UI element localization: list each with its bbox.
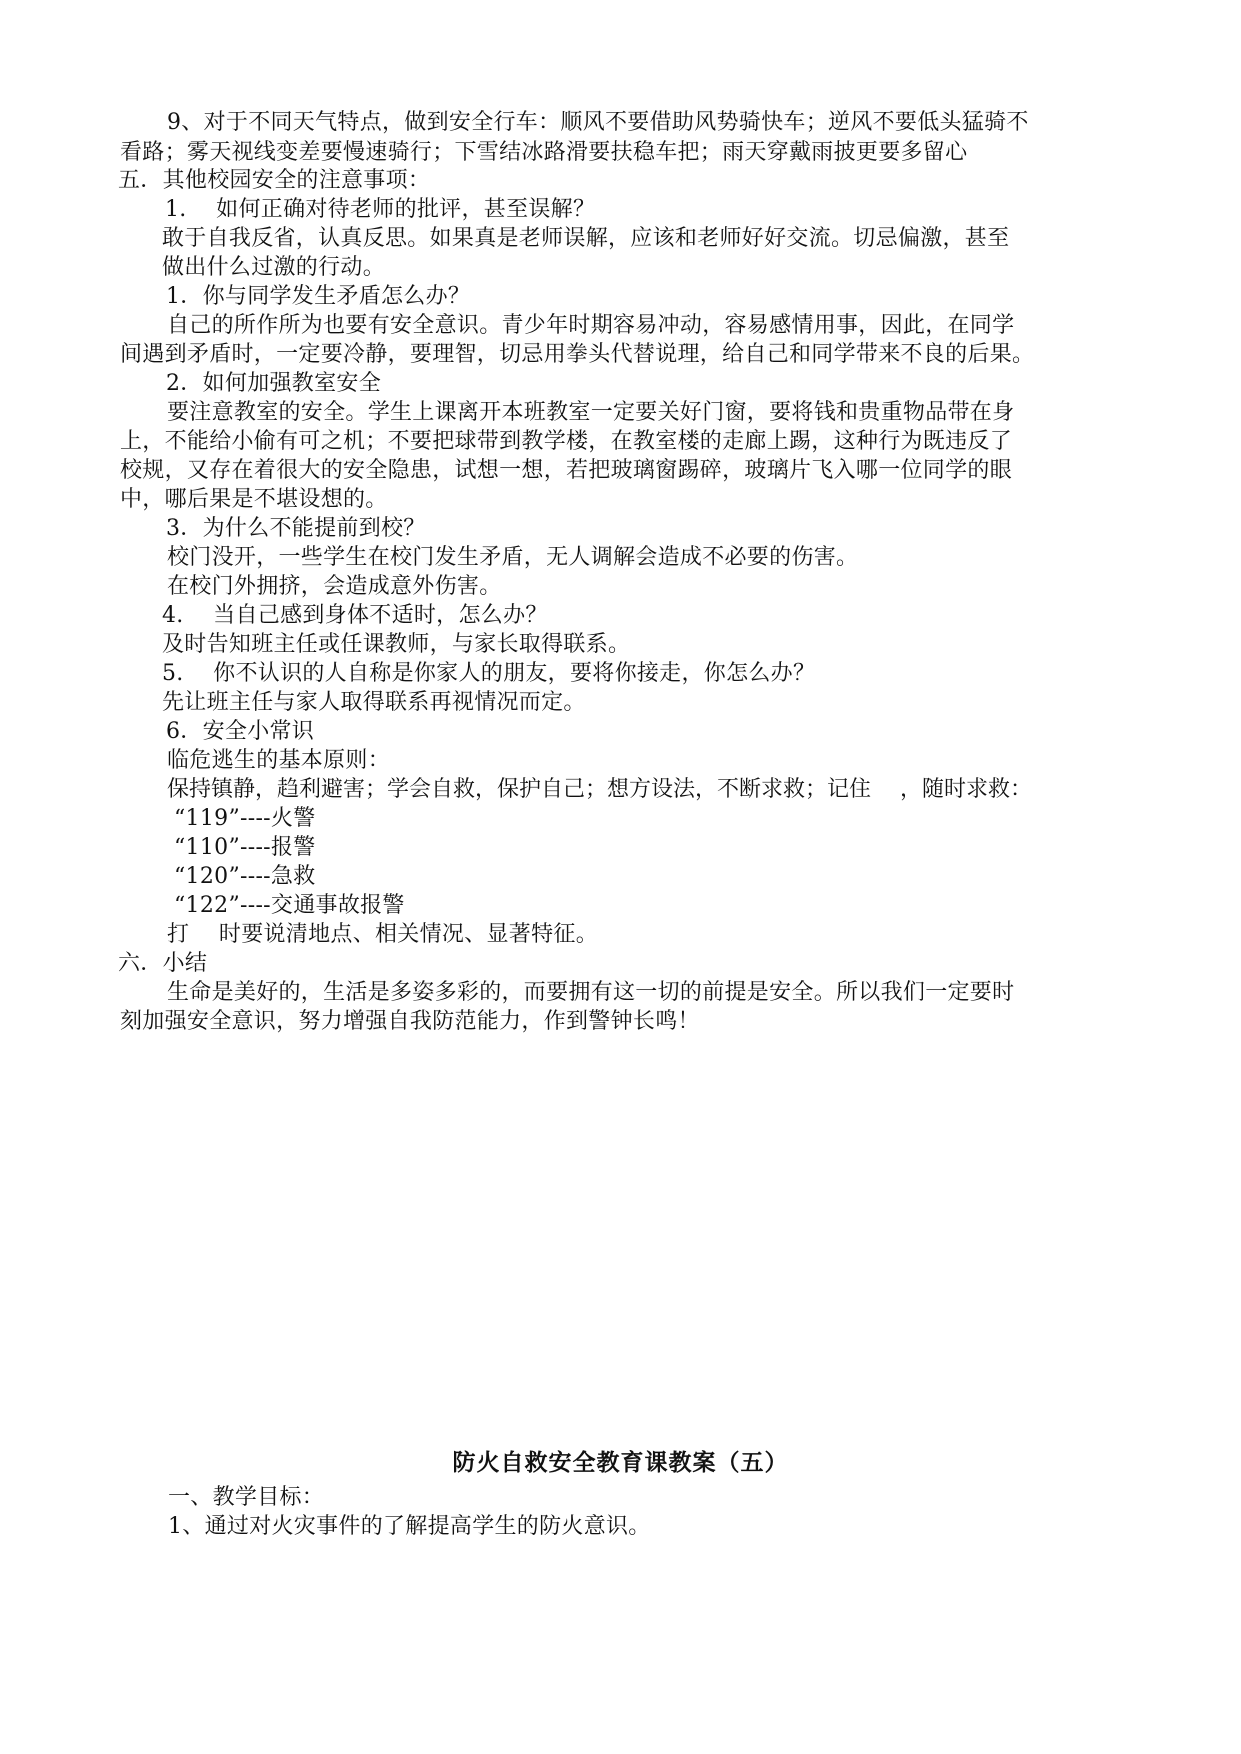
q4-answer-line2: 在校门外拥挤，会造成意外伤害。 [167, 574, 502, 599]
q3-heading: 2．如何加强教室安全 [166, 371, 381, 396]
section5-heading: 五．其他校园安全的注意事项： [118, 168, 431, 193]
q3-answer-line4: 中，哪后果是不堪设想的。 [120, 487, 388, 512]
item9-line2: 看路；雾天视线变差要慢速骑行；下雪结冰路滑要扶稳车把；雨天穿戴雨披更要多留心 [120, 140, 968, 165]
q4-answer-line1: 校门没开，一些学生在校门发生矛盾，无人调解会造成不必要的伤害。 [167, 545, 859, 570]
q1-answer-line2: 做出什么过激的行动。 [162, 255, 386, 280]
q6-heading: 5. 你不认识的人自称是你家人的朋友，要将你接走，你怎么办？ [162, 661, 816, 686]
q7-sub: 临危逃生的基本原则： [167, 748, 391, 773]
q7-heading: 6．安全小常识 [166, 719, 315, 744]
summary-line2: 刻加强安全意识，努力增强自我防范能力，作到警钟长鸣！ [120, 1009, 700, 1034]
q3-answer-line3: 校规，又存在着很大的安全隐患，试想一想，若把玻璃窗踢碎，玻璃片飞入哪一位同学的眼 [120, 458, 1013, 483]
summary-line1: 生命是美好的，生活是多姿多彩的，而要拥有这一切的前提是安全。所以我们一定要时 [167, 980, 1015, 1005]
section6-heading: 六．小结 [118, 951, 208, 976]
q5-heading: 4. 当自己感到身体不适时，怎么办？ [162, 603, 548, 628]
phone-120: “120”----急救 [174, 864, 316, 889]
objective-1: 1、通过对火灾事件的了解提高学生的防火意识。 [168, 1514, 651, 1539]
q2-answer-line2: 间遇到矛盾时，一定要冷静，要理智，切忌用拳头代替说理，给自己和同学带来不良的后果。 [120, 342, 1035, 367]
q1-heading: 1. 如何正确对待老师的批评，甚至误解？ [165, 197, 596, 222]
q5-answer: 及时告知班主任或任课教师，与家长取得联系。 [162, 632, 631, 657]
phone-119: “119”----火警 [174, 806, 316, 831]
objectives-heading: 一、教学目标： [168, 1485, 325, 1510]
call-note: 打 时要说清地点、相关情况、显著特征。 [167, 922, 598, 947]
q2-heading: 1．你与同学发生矛盾怎么办？ [166, 284, 471, 309]
q4-heading: 3．为什么不能提前到校？ [166, 516, 426, 541]
lesson-title: 防火自救安全教育课教案（五） [452, 1449, 789, 1476]
q2-answer-line1: 自己的所作所为也要有安全意识。青少年时期容易冲动，容易感情用事，因此，在同学 [167, 313, 1015, 338]
q6-answer: 先让班主任与家人取得联系再视情况而定。 [162, 690, 586, 715]
q3-answer-line2: 上，不能给小偷有可之机；不要把球带到教学楼，在教室楼的走廊上踢，这种行为既违反了 [120, 429, 1013, 454]
q1-answer-line1: 敢于自我反省，认真反思。如果真是老师误解，应该和老师好好交流。切忌偏激，甚至 [162, 226, 1010, 251]
q3-answer-line1: 要注意教室的安全。学生上课离开本班教室一定要关好门窗，要将钱和贵重物品带在身 [167, 400, 1015, 425]
phone-122: “122”----交通事故报警 [174, 893, 405, 918]
q7-principles: 保持镇静，趋利避害；学会自救，保护自己；想方设法，不断求救；记住 ，随时求救： [167, 777, 1032, 802]
item9-line1: 9、对于不同天气特点，做到安全行车：顺风不要借助风势骑快车；逆风不要低头猛骑不 [167, 110, 1029, 135]
phone-110: “110”----报警 [174, 835, 316, 860]
